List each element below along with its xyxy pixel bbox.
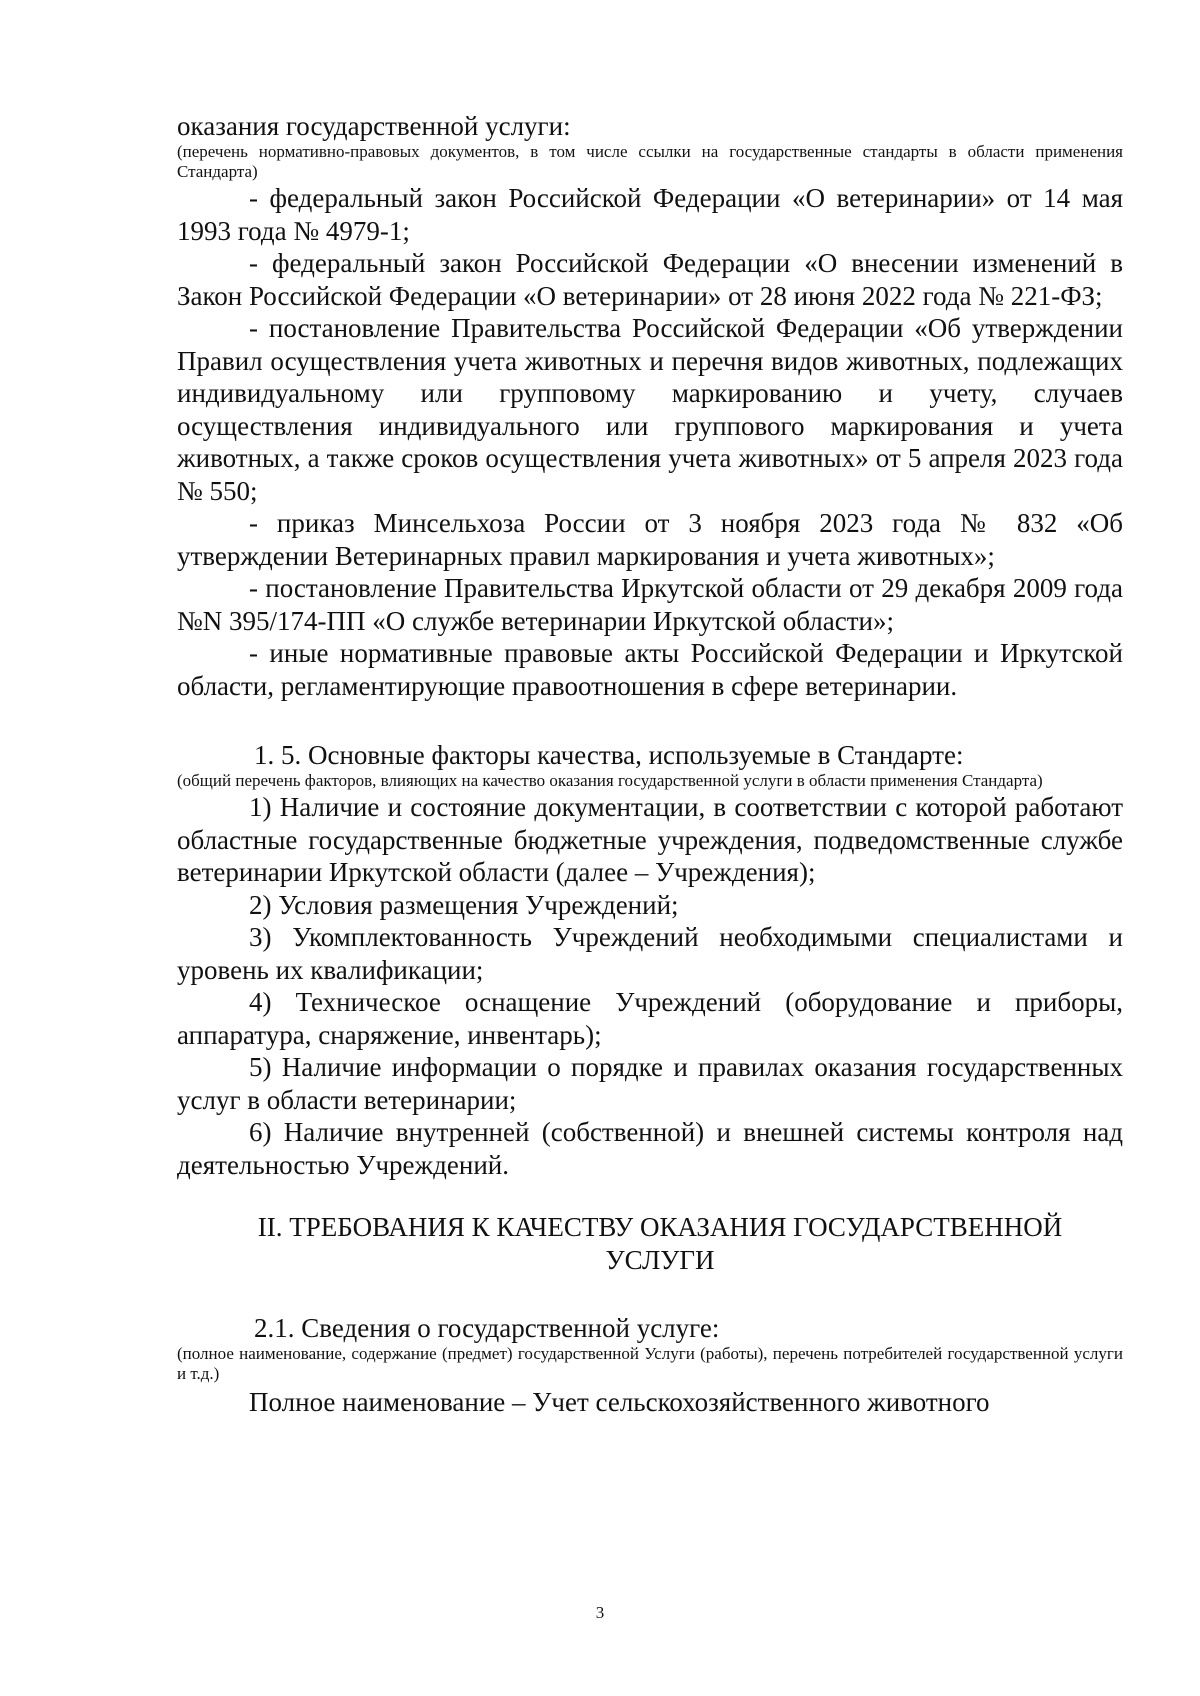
legal-act-item: - постановление Правительства Иркутской области от 29 декабря 2009 года №N 395/174-ПП «О службе ветеринарии Иркутской области»; [177,573,1123,636]
quality-factor-item: 3) Укомплектованность Учреждений необходимыми специалистами и уровень их квалификации; [177,922,1123,985]
section-2-1-heading: 2.1. Сведения о государственной услуге: [254,1313,720,1343]
legal-act-item: - федеральный закон Российской Федерации «О внесении изменений в Закон Российской Федерации «О ветеринарии» от 28 июня 2022 года № 221-ФЗ; [177,248,1123,311]
section-1-5-heading: 1. 5. Основные факторы качества, используемые в Стандарте: [254,740,964,770]
intro-note: (перечень нормативно-правовых документов, в том числе ссылки на государственные стандарты в области применения Стандарта) [177,142,1123,181]
section-2-title-line-1: II. ТРЕБОВАНИЯ К КАЧЕСТВУ ОКАЗАНИЯ ГОСУДАРСТВЕННОЙ [257,1212,1063,1242]
quality-factor-item: 4) Техническое оснащение Учреждений (оборудование и приборы, аппаратура, снаряжение, инвентарь); [177,987,1123,1050]
service-full-name: Полное наименование – Учет сельскохозяйственного животного [249,1387,990,1417]
legal-act-item: - федеральный закон Российской Федерации «О ветеринарии» от 14 мая 1993 года № 4979-1; [177,183,1123,246]
section-2-title [177,1211,1123,1277]
page-number: 3 [595,1603,605,1622]
legal-act-item: - постановление Правительства Российской Федерации «Об утверждении Правил осуществления учета животных и перечня видов животных, подлежащих индивидуальному или групповому маркированию и учету, случаев осуществления индивидуального или группового маркирования и учета животных, а также сроков осуществления учета животных» от 5 апреля 2023 года № 550; [177,313,1123,506]
quality-factor-item: 2) Условия размещения Учреждений; [249,889,679,920]
quality-factor-item: 5) Наличие информации о порядке и правилах оказания государственных услуг в области ветеринарии; [177,1052,1123,1115]
quality-factor-item: 1) Наличие и состояние документации, в соответствии с которой работают областные государственные бюджетные учреждения, подведомственные службе ветеринарии Иркутской области (далее – Учреждения); [177,792,1123,887]
document-page [177,110,1123,1419]
intro-lead: оказания государственной услуги: [177,111,571,141]
legal-act-item: - иные нормативные правовые акты Российской Федерации и Иркутской области, регламентирующие правоотношения в сфере ветеринарии. [177,638,1123,701]
section-2-1-note: (полное наименование, содержание (предмет) государственной Услуги (работы), перечень потребителей государственной услуги и т.д.) [177,1344,1123,1383]
quality-factor-item: 6) Наличие внутренней (собственной) и внешней системы контроля над деятельностью Учреждений. [177,1117,1123,1180]
legal-act-item: - приказ Минсельхоза России от 3 ноября 2023 года № 832 «Об утверждении Ветеринарных правил маркирования и учета животных»; [177,508,1123,571]
section-1-5-note: (общий перечень факторов, влияющих на качество оказания государственной услуги в области применения Стандарта) [177,771,1043,790]
section-2-title-line-2: УСЛУГИ [605,1245,715,1275]
